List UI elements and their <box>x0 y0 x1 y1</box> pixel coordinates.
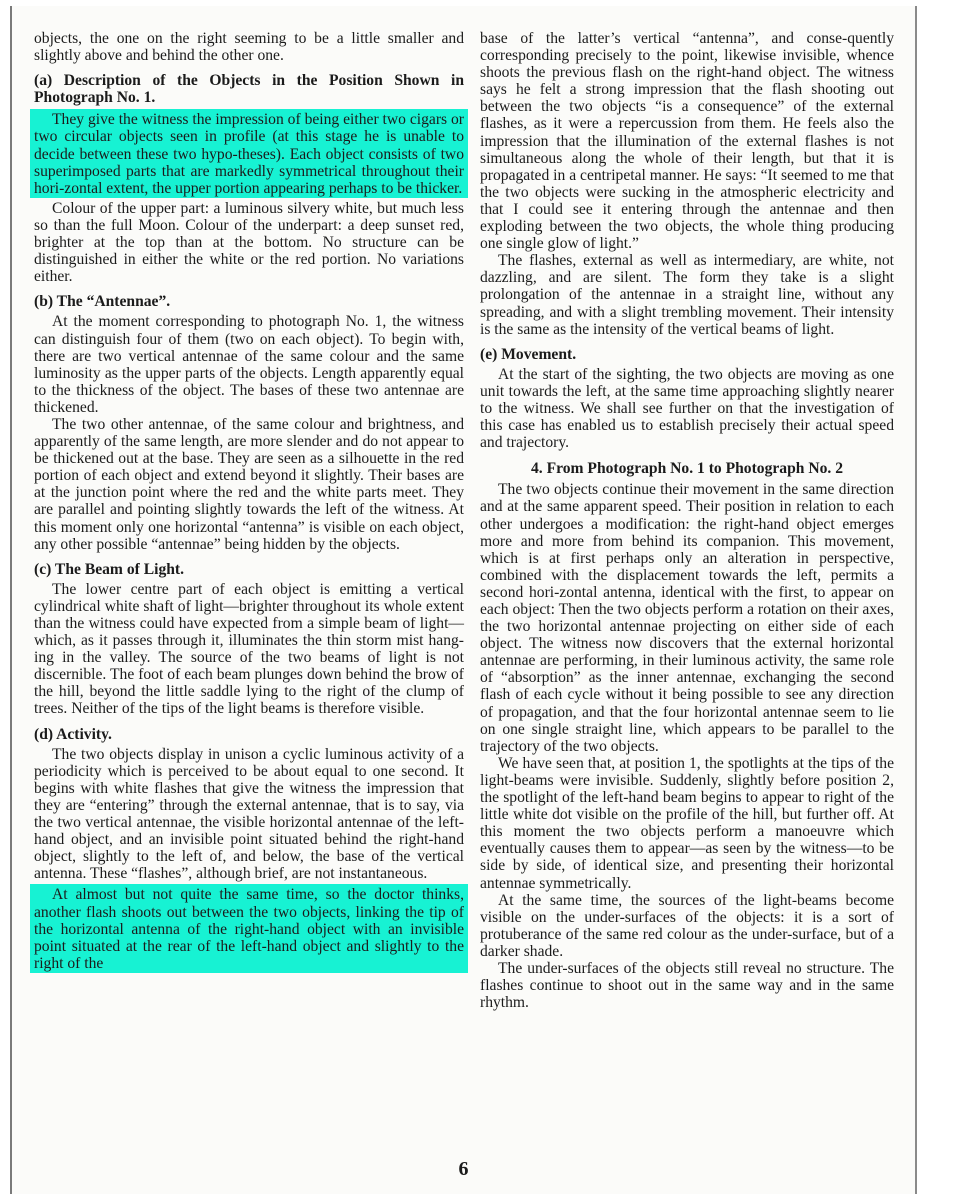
paragraph-c1: The lower centre part of each object is emitting a vertical cylindrical white shaft of light—brighter throughout its whole extent than the witness could have expected from a simple beam of light—which, as it passes through it, illuminates the thin storm mist hang-ing in the valley. The source of the two beams of light is not discernible. The foot of each beam plunges down behind the brow of the hill, beyond the little saddle lying to the right of the clump of trees. Neither of the tips of the light beams is therefore visible. <box>34 580 464 718</box>
paragraph-4-2: We have seen that, at position 1, the spotlights at the tips of the light-beams were invisible. Suddenly, slightly before position 2, the spotlight of the left-hand beam begins to appear to right of the little white dot visible on the profile of the hill, but further off. At this moment the two objects perform a manoeuvre which eventually causes them to appear—as seen by the witness—to be side by side, of identical size, and presenting their horizontal antennae symmetrically. <box>480 754 894 892</box>
section-heading-b: (b) The “Antennae”. <box>34 293 171 311</box>
highlighted-paragraph-a1: They give the witness the impression of being either two cigars or two circular objects seen in profile (at this stage he is unable to decide between these two hypo-theses). Each object consists of two superimposed parts that are markedly symmetrical throughout their hori-zontal extent, the upper portion appearing perhaps to be thicker. <box>30 109 468 197</box>
section-heading-a: (a) Description of the Objects in the Position Shown in Photograph No. 1. <box>34 72 464 107</box>
left-column <box>34 30 464 975</box>
page-number: 6 <box>458 1158 469 1180</box>
right-column <box>480 30 894 1011</box>
paragraph-d1: The two objects display in unison a cyclic luminous activity of a periodicity which is perceived to be about equal to one second. It begins with white flashes that give the witness the impression that they are “entering” through the external antennae, that is to say, via the two vertical antennae, the visible horizontal antennae of the left-hand object, and an invisible point situated behind the right-hand object, slightly to the left of, and below, the base of the vertical antenna. These “flashes”, although brief, are not instantaneous. <box>34 745 464 883</box>
section-heading-d: (d) Activity. <box>34 725 112 743</box>
section-heading-e: (e) Movement. <box>480 345 577 363</box>
paragraph-continuation: objects, the one on the right seeming to be a little smaller and slightly above and behind the other one. <box>34 30 464 65</box>
document-page <box>10 6 917 1194</box>
paragraph-4-3: At the same time, the sources of the light-beams become visible on the under-surfaces of the objects: it is a sort of protuberance of the same red colour as the under-surface, but of a darker shade. <box>480 891 894 960</box>
paragraph-flashes: The flashes, external as well as intermediary, are white, not dazzling, and are silent. The form they take is a slight prolongation of the antennae in a straight line, without any spreading, and with a slight trembling movement. Their intensity is the same as the intensity of the vertical beams of light. <box>480 252 894 338</box>
paragraph-4-4: The under-surfaces of the objects still reveal no structure. The flashes continue to shoot out in the same way and in the same rhythm. <box>480 959 894 1012</box>
paragraph-e1: At the start of the sighting, the two objects are moving as one unit towards the left, at the same time approaching slightly nearer to the witness. We shall see further on that the investigation of this case has enabled us to establish precisely their actual speed and trajectory. <box>480 365 894 452</box>
section-heading-c: (c) The Beam of Light. <box>34 560 185 578</box>
paragraph-continuation-right: base of the latter’s vertical “antenna”, and conse-quently corresponding precisely to the point, likewise invisible, whence shoots the previous flash on the right-hand object. The witness says he felt a strong impression that the flash shooting out between the two objects “is a consequence” of the external flashes, as it were a repercussion from them. He feels also the impression that the illumination of the external flashes is not simultaneous along the whole of their length, but that it is propagated in a centripetal manner. He says: “It seemed to me that the two objects were sucking in the atmospheric electricity and that I could see it entering through the antennae and then exploding between the two objects, the whole thing producing one single glow of light.” <box>480 30 894 253</box>
section-heading-4: 4. From Photograph No. 1 to Photograph No. 2 <box>530 460 844 478</box>
highlighted-paragraph-d2: At almost but not quite the same time, so the doctor thinks, another flash shoots out between the two objects, linking the tip of the horizontal antenna of the right-hand object with an invisible point situated at the rear of the left-hand object and slightly to the right of the <box>30 884 468 972</box>
paragraph-4-1: The two objects continue their movement in the same direction and at the same apparent speed. Their position in relation to each other undergoes a modification: the right-hand object emerges more and more from behind its companion. This movement, which is at first perhaps only an alteration in perspective, combined with the displacement towards the left, permits a second hori-zontal antenna, identical with the first, to appear on each object: Then the two objects perform a rotation on their axes, the two horizontal antennae projecting on either side of each object. The witness now discovers that the external horizontal antennae are performing, in their luminous activity, the same role of “absorption” as the inner antennae, exchanging the second flash of each cycle without it being possible to see any direction of propagation, and that the four horizontal antennae seem to lie on one single straight line, which appears to be parallel to the trajectory of the two objects. <box>480 481 894 755</box>
paragraph-b1: At the moment corresponding to photograph No. 1, the witness can distinguish four of them (two on each object). To begin with, there are two vertical antennae of the same colour and the same luminosity as the upper parts of the objects. Length apparently equal to the thickness of the object. The bases of these two antennae are thickened. <box>34 313 464 416</box>
paragraph-a2: Colour of the upper part: a luminous silvery white, but much less so than the full Moon. Colour of the underpart: a deep sunset red, brighter at the top than at the bottom. No structure can be distinguished in either the white or the red portion. No variations either. <box>34 199 464 286</box>
paragraph-b2: The two other antennae, of the same colour and brightness, and apparently of the same length, are more slender and do not appear to be thickened out at the base. They are seen as a silhouette in the red portion of each object and extend beyond it slightly. Their bases are at the junction point where the red and the white parts meet. They are parallel and pointing slightly towards the left of the witness. At this moment only one horizontal “antenna” is visible on each object, any other possible “antennae” being hidden by the objects. <box>34 415 464 553</box>
